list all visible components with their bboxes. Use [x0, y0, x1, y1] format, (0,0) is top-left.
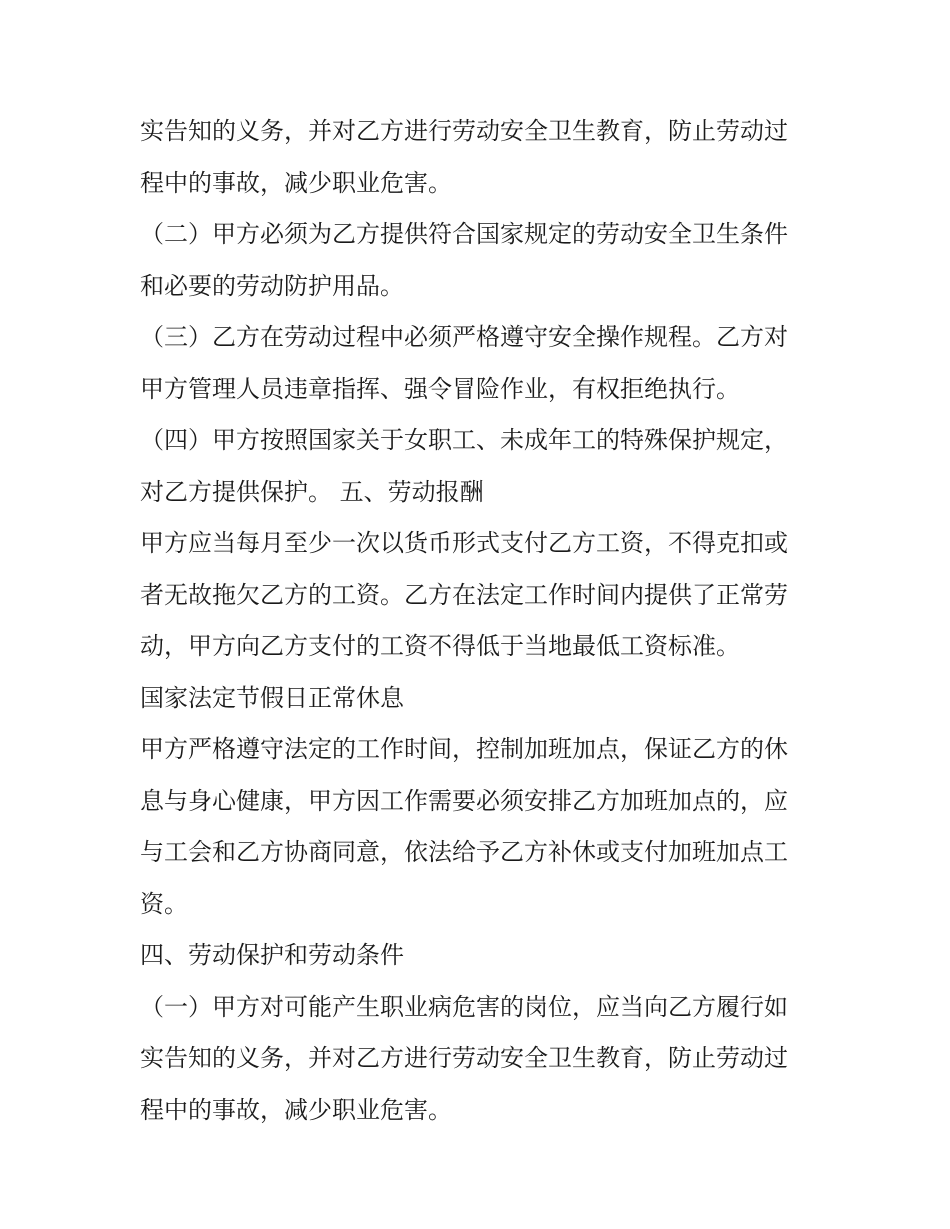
text-line: 程中的事故，减少职业危害。 — [140, 1095, 452, 1124]
text-line: （二）甲方必须为乙方提供符合国家规定的劳动安全卫生条件 — [140, 220, 788, 248]
text-line: 实告知的义务，并对乙方进行劳动安全卫生教育，防止劳动过 — [140, 117, 788, 145]
text-line: 对乙方提供保护。 五、劳动报酬 — [140, 477, 484, 506]
text-line: 息与身心健康，甲方因工作需要必须安排乙方加班加点的，应 — [140, 786, 788, 815]
text-line: 资。 — [140, 889, 188, 918]
text-line: 程中的事故，减少职业危害。 — [140, 168, 452, 197]
text-line: （一）甲方对可能产生职业病危害的岗位，应当向乙方履行如 — [140, 992, 788, 1021]
text-line: （三）乙方在劳动过程中必须严格遵守安全操作规程。乙方对 — [140, 323, 788, 351]
text-line: 与工会和乙方协商同意，依法给予乙方补休或支付加班加点工 — [140, 838, 788, 866]
text-line: 甲方管理人员违章指挥、强令冒险作业，有权拒绝执行。 — [140, 374, 740, 403]
section-heading: 四、劳动保护和劳动条件 — [140, 941, 404, 969]
text-line: （四）甲方按照国家关于女职工、未成年工的特殊保护规定， — [140, 426, 788, 454]
document-body — [140, 106, 815, 1136]
section-heading: 国家法定节假日正常休息 — [140, 683, 404, 712]
text-line: 甲方严格遵守法定的工作时间，控制加班加点，保证乙方的休 — [140, 735, 788, 763]
text-line: 和必要的劳动防护用品。 — [140, 271, 404, 300]
text-line: 实告知的义务，并对乙方进行劳动安全卫生教育，防止劳动过 — [140, 1044, 788, 1072]
text-line: 甲方应当每月至少一次以货币形式支付乙方工资，不得克扣或 — [140, 529, 788, 557]
text-line: 动，甲方向乙方支付的工资不得低于当地最低工资标准。 — [140, 632, 740, 660]
text-line: 者无故拖欠乙方的工资。乙方在法定工作时间内提供了正常劳 — [140, 580, 788, 609]
